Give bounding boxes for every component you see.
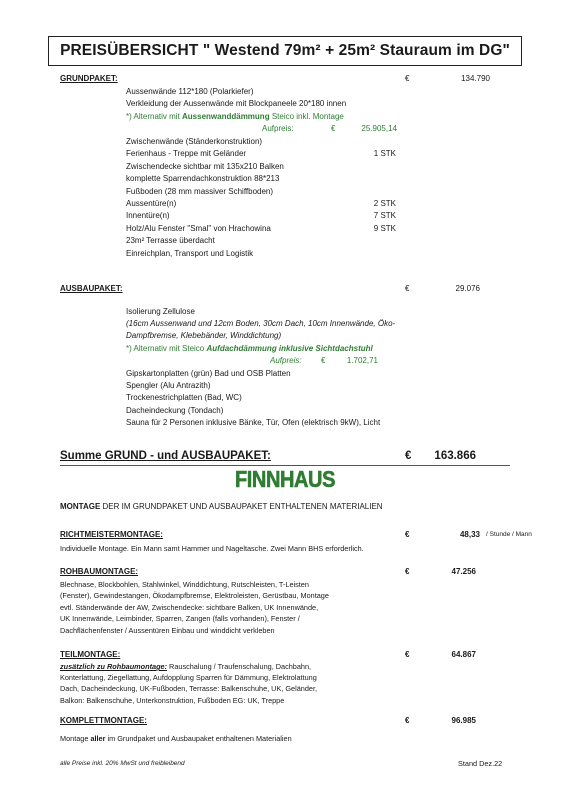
komplettmontage-currency: €	[405, 716, 410, 725]
teilmontage-prefix: zusätzlich zu Rohbaumontage:	[60, 662, 168, 671]
teilmontage-line: Konterlattung, Ziegellattung, Aufdopplung Sparren für Dämmung, Elektrolattung	[60, 673, 317, 682]
ausbaupaket-item: Gipskartonplatten (grün) Bad und OSB Platten	[126, 369, 291, 378]
komplettmontage-heading: KOMPLETTMONTAGE:	[60, 716, 147, 725]
ausbaupaket-item: Sauna für 2 Personen inklusive Bänke, Tür, Ofen (elektrisch 9kW), Licht	[126, 417, 381, 427]
grundpaket-aufpreis-value: 25.905,14	[361, 124, 397, 133]
rohbau-heading: ROHBAUMONTAGE:	[60, 567, 139, 576]
rohbau-line: UK Innenwände, Leimbinder, Sparren, Zangen (falls vorhanden), Fenster /	[60, 614, 300, 624]
grundpaket-price: 134.790	[461, 74, 490, 83]
richtmeister-value: 48,33	[459, 530, 480, 539]
grundpaket-item: Aussentüre(n)	[126, 199, 177, 208]
grundpaket-item-count: 1 STK	[373, 149, 396, 159]
ausbaupaket-isolierung-note: Dampfbremse, Klebebänder, Winddichtung)	[126, 331, 282, 340]
teilmontage-line: Balkon: Balkenschuhe, Unterkonstruktion, Fußboden EG: UK, Treppe	[60, 695, 285, 705]
ausbaupaket-heading: AUSBAUPAKET:	[60, 284, 123, 293]
komplettmontage-value: 96.985	[451, 716, 476, 725]
footer-note: alle Preise inkl. 20% MwSt und freibleibend	[60, 760, 185, 767]
richtmeister-heading: RICHTMEISTERMONTAGE:	[60, 530, 163, 539]
ausbaupaket-currency: €	[405, 284, 410, 293]
teilmontage-line: Dach, Dacheindeckung, UK-Fußboden, Terrasse: Balkenschuhe, UK, Geländer,	[60, 684, 318, 694]
grundpaket-item: komplette Sparrendachkonstruktion 88*213	[126, 174, 280, 184]
ausbaupaket-isolierung: Isolierung Zellulose	[126, 307, 195, 316]
finnhaus-logo	[234, 465, 336, 491]
ausbaupaket-aufpreis-value: 1.702,71	[346, 356, 378, 365]
komplettmontage-line	[60, 734, 292, 743]
richtmeister-currency: €	[405, 530, 410, 539]
grundpaket-item: Innentüre(n)	[126, 211, 170, 221]
teilmontage-first-rest: Rauschalung / Traufenschalung, Dachbahn,	[167, 662, 312, 671]
ausbaupaket-alternative	[126, 344, 373, 353]
page-title: PREISÜBERSICHT " Westend 79m² + 25m² Stauraum im DG"	[60, 42, 510, 59]
grundpaket-currency: €	[405, 74, 410, 83]
grundpaket-heading: GRUNDPAKET:	[60, 74, 118, 83]
grundpaket-item-count: 7 STK	[373, 211, 396, 221]
grundpaket-item: Holz/Alu Fenster "Smal" von Hrachowina	[126, 223, 271, 233]
komplett-bold: aller	[90, 734, 106, 743]
alt-prefix: *) Alternativ mit Steico	[126, 344, 207, 353]
ausbaupaket-aufpreis-currency: €	[321, 356, 326, 365]
komplett-prefix: Montage	[60, 734, 91, 743]
teilmontage-heading: TEILMONTAGE:	[60, 650, 121, 659]
alt-highlight: Aufdachdämmung inklusive Sichtdachstuhl	[206, 344, 373, 353]
teilmontage-value: 64.867	[451, 650, 476, 659]
montage-intro	[60, 502, 383, 511]
grundpaket-item-count: 2 STK	[373, 199, 396, 208]
alt-prefix: *) Alternativ mit	[126, 112, 183, 121]
grundpaket-item: 23m² Terrasse überdacht	[126, 236, 215, 246]
richtmeister-line: Individuelle Montage. Ein Mann samt Hammer und Nageltasche. Zwei Mann BHS erforderlich.	[60, 544, 364, 553]
summe-currency: €	[405, 450, 412, 462]
grundpaket-item: Zwischendecke sichtbar mit 135x210 Balken	[126, 161, 284, 171]
rohbau-line: Dachflächenfenster / Aussentüren Einbau und winddicht verkleben	[60, 625, 275, 635]
rohbau-line: Blechnase, Blockbohlen, Stahlwinkel, Winddichtung, Rutschleisten, T-Leisten	[60, 580, 309, 589]
montage-intro-rest: DER IM GRUNDPAKET UND AUSBAUPAKET ENTHALTENEN MATERIALIEN	[100, 502, 383, 511]
alt-highlight: Aussenwanddämmung	[182, 112, 270, 121]
grundpaket-item: Einreichplan, Transport und Logistik	[126, 248, 254, 258]
rohbau-line: (Fenster), Gewindestangen, Ökodampfbremse, Elektroleisten, Gerüstbau, Montage	[60, 591, 329, 601]
footer-stand: Stand Dez.22	[458, 759, 503, 768]
grundpaket-item: Fußboden (28 mm massiver Schiffboden)	[126, 186, 274, 196]
alt-suffix: Steico inkl. Montage	[269, 112, 344, 121]
ausbaupaket-isolierung-note: (16cm Aussenwand und 12cm Boden, 30cm Dach, 10cm Innenwände, Öko-	[126, 319, 396, 328]
ausbaupaket-aufpreis-label: Aufpreis:	[270, 356, 302, 365]
rohbau-currency: €	[405, 567, 410, 576]
rohbau-value: 47.256	[451, 567, 476, 576]
richtmeister-unit: / Stunde / Mann	[486, 531, 532, 538]
summe-value: 163.866	[434, 450, 476, 462]
svg-text:FINNHAUS: FINNHAUS	[235, 466, 336, 492]
grundpaket-item: Zwischenwände (Ständerkonstruktion)	[126, 137, 263, 146]
ausbaupaket-item: Trockenestrichplatten (Bad, WC)	[126, 393, 242, 403]
teilmontage-first-line	[60, 662, 311, 671]
grundpaket-aufpreis-currency: €	[331, 124, 336, 133]
grundpaket-line: Verkleidung der Aussenwände mit Blockpaneele 20*180 innen	[126, 99, 347, 108]
grundpaket-item: Ferienhaus - Treppe mit Geländer	[126, 149, 247, 159]
ausbaupaket-item: Dacheindeckung (Tondach)	[126, 405, 224, 415]
summe-label: Summe GRUND - und AUSBAUPAKET:	[60, 450, 271, 462]
grundpaket-alternative	[126, 112, 344, 121]
rohbau-line: evtl. Ständerwände der AW, Zwischendecke: sichtbare Balken, UK Innenwände,	[60, 602, 319, 612]
grundpaket-aufpreis-label: Aufpreis:	[262, 124, 294, 133]
teilmontage-currency: €	[405, 650, 410, 659]
ausbaupaket-item: Spengler (Alu Antrazith)	[126, 381, 211, 391]
ausbaupaket-price: 29.076	[455, 284, 480, 293]
komplett-rest: im Grundpaket und Ausbaupaket enthaltenen Materialien	[105, 734, 292, 743]
montage-intro-bold: MONTAGE	[60, 502, 101, 511]
grundpaket-line: Aussenwände 112*180 (Polarkiefer)	[126, 87, 254, 96]
grundpaket-item-count: 9 STK	[373, 223, 396, 233]
